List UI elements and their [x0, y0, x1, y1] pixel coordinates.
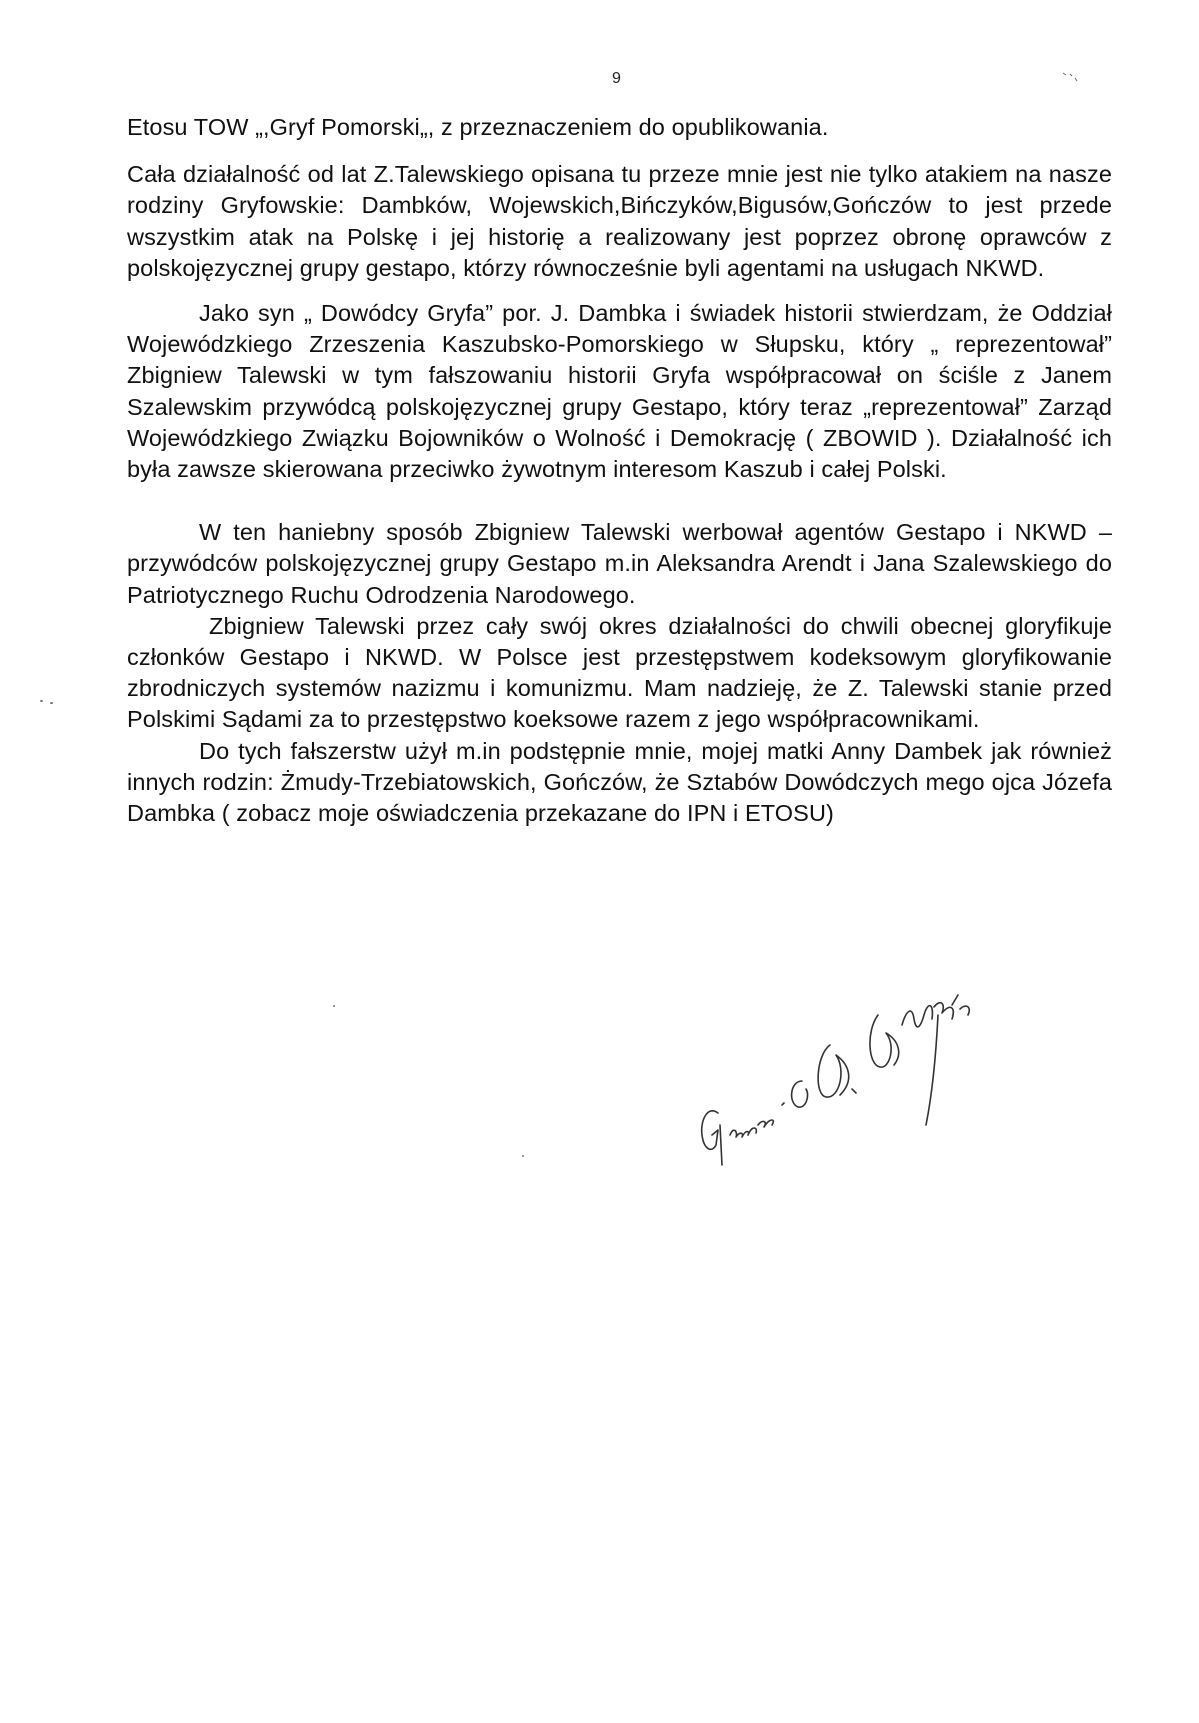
scan-speck [522, 1155, 524, 1157]
scan-speck [333, 1005, 335, 1007]
page-number: 9 [612, 70, 621, 87]
scan-speck [40, 700, 43, 702]
letter-body [127, 112, 1112, 829]
paragraph-recruitment: W ten haniebny sposób Zbigniew Talewski werbował agentów Gestapo i NKWD – przywódców polskojęzycznej grupy Gestapo m.in Aleksandra Arendt i Jana Szalewskiego do Patriotycznego Ruchu Odrodzenia Narodowego. [127, 519, 1112, 608]
scan-artifact-mark [1060, 70, 1082, 84]
handwritten-signature [690, 985, 1010, 1175]
paragraph-falsifications: Do tych fałszerstw użył m.in podstępnie mnie, mojej matki Anny Dambek jak również innych rodzin: Żmudy-Trzebiatowskich, Gończów, że Sztabów Dowódczych mego ojca Józefa Dambka ( zobacz moje oświadczenia przekazane do IPN i ETOSU) [127, 737, 1112, 827]
paragraph-glorification: Zbigniew Talewski przez cały swój okres działalności do chwili obecnej gloryfikuje członków Gestapo i NKWD. W Polsce jest przestępstwem kodeksowym gloryfikowanie zbrodniczych systemów nazizmu i komunizmu. Mam nadzieję, że Z. Talewski stanie przed Polskimi Sądami za to przestępstwo koeksowe razem z jego współpracownikami. [127, 612, 1112, 733]
paragraph-intro: Etosu TOW „,Gryf Pomorski„, z przeznaczeniem do opublikowania. [127, 114, 829, 140]
paragraph-witness: Jako syn „ Dowódcy Gryfa” por. J. Dambka i świadek historii stwierdzam, że Oddział Wojewódzkiego Zrzeszenia Kaszubsko-Pomorskiego w Słupsku, który „ reprezentował” Zbigniew Talewski w tym fałszowaniu historii Gryfa współpracował on ściśle z Janem Szalewskim przywódcą polskojęzycznej grupy Gestapo, który teraz „reprezentował” Zarząd Wojewódzkiego Związku Bojowników o Wolność i Demokrację ( ZBOWID ). Działalność ich była zawsze skierowana przeciwko żywotnym interesom Kaszub i całej Polski. [127, 300, 1112, 483]
paragraph-activity: Cała działalność od lat Z.Talewskiego opisana tu przeze mnie jest nie tylko atakiem na nasze rodziny Gryfowskie: Dambków, Wojewskich,Bińczyków,Bigusów,Gończów to jest przede wszystkim atak na Polskę i jej historię a realizowany jest poprzez obronę oprawców z polskojęzycznej grupy gestapo, którzy równocześnie byli agentami na usługach NKWD. [127, 161, 1112, 281]
scan-speck [50, 702, 53, 704]
